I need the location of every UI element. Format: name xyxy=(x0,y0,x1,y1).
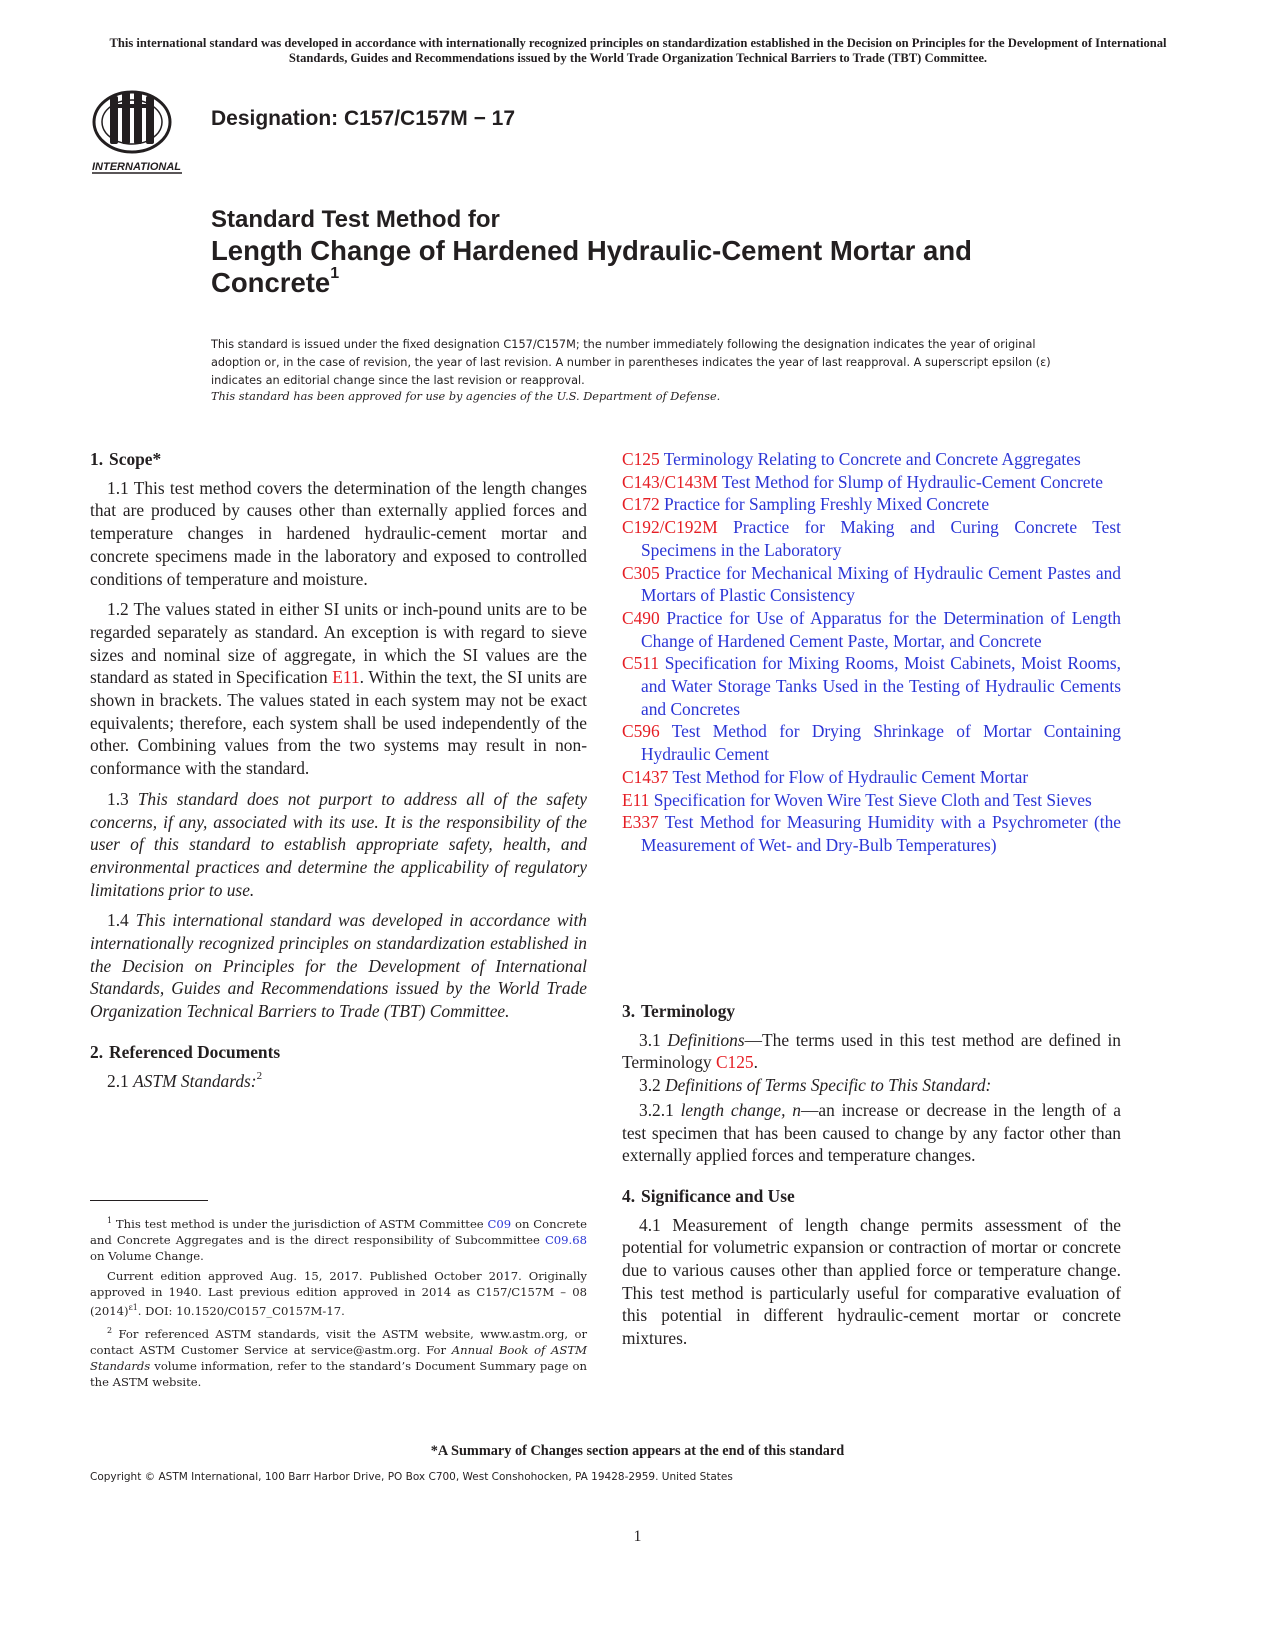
footnote-2: $^2$ For referenced ASTM standards, visit the ASTM website, www.astm.org, or contact ASTM Customer Service at service@astm.org. For Annual Book of ASTM Standards volume information, refer to the standard’s Document Summary page on the ASTM website. xyxy=(90,1325,587,1390)
reference-item xyxy=(622,516,1121,561)
right-column-sections xyxy=(622,1000,1121,1358)
link-c09-68[interactable]: C09.68 xyxy=(544,1233,587,1248)
reference-code-link[interactable]: C511 xyxy=(622,653,660,674)
reference-code-link[interactable]: C143/C143M xyxy=(622,471,718,492)
reference-title-link[interactable]: Practice for Making and Curing Concrete Test Specimens in the Laboratory xyxy=(641,517,1121,560)
scope-1-4: 1.4 This international standard was developed in accordance with internationally recognized principles on standardization established in the Decision on Principles for the Development of International Standards, Guides and Recommendations issued by the World Trade Organization Technical Barriers to Trade (TBT) Committee. xyxy=(90,910,587,1022)
section-referenced-heading: 2. Referenced Documents xyxy=(90,1041,281,1062)
reference-item xyxy=(622,493,1121,516)
footnote-1-edition: Current edition approved Aug. 15, 2017. Published October 2017. Originally approved in 1940. Last previous edition approved in 2014 as C157/C157M – 08 $(2014)^{\varepsilon 1}$. DOI: 10.1520/C0157_C0157M-17. xyxy=(90,1268,587,1319)
reference-code-link[interactable]: C192/C192M xyxy=(622,517,718,538)
reference-code-link[interactable]: C490 xyxy=(622,607,660,628)
summary-of-changes-note: *A Summary of Changes section appears at the end of this standard xyxy=(430,1443,845,1459)
terminology-3-2: 3.2 Definitions of Terms Specific to This Standard: xyxy=(639,1075,992,1096)
terminology-3-2-1: 3.2.1 length change, n—an increase or decrease in the length of a test specimen that has been caused to change by any factor other than externally applied forces and temperature changes. xyxy=(622,1099,1121,1166)
title-line-1: Standard Test Method for xyxy=(211,206,500,233)
issued-statement: This standard is issued under the fixed designation C157/C157M; the number immediately following the designation indicates the year of original adoption or, in the case of revision, the year of last revision. A number in parentheses indicates the year of last reapproval. A superscript epsilon (ε) indicates an editorial change since the last revision or reapproval. xyxy=(211,338,1051,387)
title-line-2: Length Change of Hardened Hydraulic-Cement Mortar and xyxy=(211,235,972,266)
referenced-list xyxy=(622,448,1121,857)
link-c09[interactable]: C09 xyxy=(487,1216,512,1231)
title-line-3: Concrete xyxy=(211,267,331,298)
tbt-notice: This international standard was developed in accordance with internationally recognized principles on standardization established in the Decision on Principles for the Development of International Standards, Guides and Recommendations issued by the World Trade Organization Technical Barriers to Trade (TBT) Committee. xyxy=(109,36,1167,65)
reference-title-link[interactable]: Terminology Relating to Concrete and Concrete Aggregates xyxy=(663,449,1081,469)
scope-1-2: 1.2 The values stated in either SI units or inch-pound units are to be regarded separately as standard. An exception is with regard to sieve sizes and nominal size of aggregate, in which the SI values are the standard as stated in Specification E11. Within the text, the SI units are shown in brackets. The values stated in each system may not be exact equivalents; therefore, each system shall be used independently of the other. Combining values from the two systems may result in non-conformance with the standard. xyxy=(90,599,587,779)
footnote-rule xyxy=(90,1200,208,1201)
reference-item xyxy=(622,720,1121,765)
reference-title-link[interactable]: Practice for Mechanical Mixing of Hydraulic Cement Pastes and Mortars of Plastic Consistency xyxy=(641,562,1121,606)
reference-item xyxy=(622,607,1121,652)
reference-title-link[interactable]: Test Method for Drying Shrinkage of Mortar Containing Hydraulic Cement xyxy=(641,721,1121,765)
reference-item xyxy=(622,471,1121,494)
dod-approval: This standard has been approved for use by agencies of the U.S. Department of Defense. xyxy=(211,390,721,403)
reference-item xyxy=(622,789,1121,812)
copyright: Copyright © ASTM International, 100 Barr Harbor Drive, PO Box C700, West Conshohocken, PA 19428-2959. United States xyxy=(90,1471,733,1483)
reference-code-link[interactable]: E337 xyxy=(622,812,659,833)
section-scope-heading: 1. Scope* xyxy=(90,449,162,469)
section-terminology-heading: 3. Terminology xyxy=(622,1001,736,1021)
reference-code-link[interactable]: C1437 xyxy=(622,766,669,787)
scope-1-1: 1.1 This test method covers the determination of the length changes that are produced by causes other than externally applied forces and temperature changes in hardened hydraulic-cement mortar and concrete specimens made in the laboratory and exposed to controlled conditions of temperature and moisture. xyxy=(90,477,587,589)
terminology-3-1: 3.1 Definitions—The terms used in this test method are defined in Terminology C125. xyxy=(622,1029,1121,1073)
footnotes xyxy=(90,1213,587,1394)
astm-logo-icon xyxy=(90,84,200,176)
logo-international-text: INTERNATIONAL xyxy=(92,161,182,173)
reference-item xyxy=(622,448,1121,471)
reference-item xyxy=(622,562,1121,607)
designation: Designation: C157/C157M − 17 xyxy=(211,107,516,130)
left-column xyxy=(90,448,587,1100)
reference-item xyxy=(622,766,1121,789)
reference-title-link[interactable]: Specification for Woven Wire Test Sieve Cloth and Test Sieves xyxy=(653,789,1092,810)
reference-item xyxy=(622,652,1121,720)
title-footnote-mark: 1 xyxy=(330,265,340,282)
astm-logo xyxy=(90,84,200,176)
reference-code-link[interactable]: C305 xyxy=(622,562,660,583)
reference-code-link[interactable]: C596 xyxy=(622,721,660,742)
reference-title-link[interactable]: Specification for Mixing Rooms, Moist Cabinets, Moist Rooms, and Water Storage Tanks Used in the Testing of Hydraulic Cements and Concretes xyxy=(641,653,1121,719)
link-c125[interactable]: C125 xyxy=(715,1052,754,1073)
reference-title-link[interactable]: Test Method for Slump of Hydraulic-Cement Concrete xyxy=(721,471,1104,492)
reference-title-link[interactable]: Test Method for Measuring Humidity with a Psychrometer (the Measurement of Wet- and Dry-Bulb Temperatures) xyxy=(641,812,1121,855)
reference-title-link[interactable]: Practice for Use of Apparatus for the Determination of Length Change of Hardened Cement Paste, Mortar, and Concrete xyxy=(641,607,1121,651)
reference-title-link[interactable]: Practice for Sampling Freshly Mixed Concrete xyxy=(664,494,990,515)
reference-code-link[interactable]: C125 xyxy=(622,449,660,469)
scope-1-3: 1.3 This standard does not purport to address all of the safety concerns, if any, associated with its use. It is the responsibility of the user of this standard to establish appropriate safety, health, and environmental practices and determine the applicability of regulatory limitations prior to use. xyxy=(90,788,588,900)
significance-4-1: 4.1 Measurement of length change permits assessment of the potential for volumetric expansion or contraction of mortar or concrete due to various causes other than applied force or temperature change. This test method is particularly useful for comparative evaluation of this potential in different hydraulic-cement mortar or concrete mixtures. xyxy=(622,1214,1121,1349)
document-title xyxy=(211,205,1171,299)
reference-item xyxy=(622,811,1121,856)
page-number: 1 xyxy=(633,1528,642,1545)
section-significance-heading: 4. Significance and Use xyxy=(622,1185,795,1206)
footnote-1: $^1$ This test method is under the jurisdiction of ASTM Committee C09 on Concrete and Concrete Aggregates and is the direct responsibility of Subcommittee C09.68 on Volume Change. xyxy=(90,1216,587,1264)
reference-title-link[interactable]: Test Method for Flow of Hydraulic Cement Mortar xyxy=(672,766,1029,787)
link-e11[interactable]: E11 xyxy=(332,667,360,688)
referenced-2-1: 2.1 ASTM Standards:$^2$ xyxy=(107,1069,263,1091)
reference-code-link[interactable]: E11 xyxy=(622,789,650,810)
reference-code-link[interactable]: C172 xyxy=(622,494,660,515)
